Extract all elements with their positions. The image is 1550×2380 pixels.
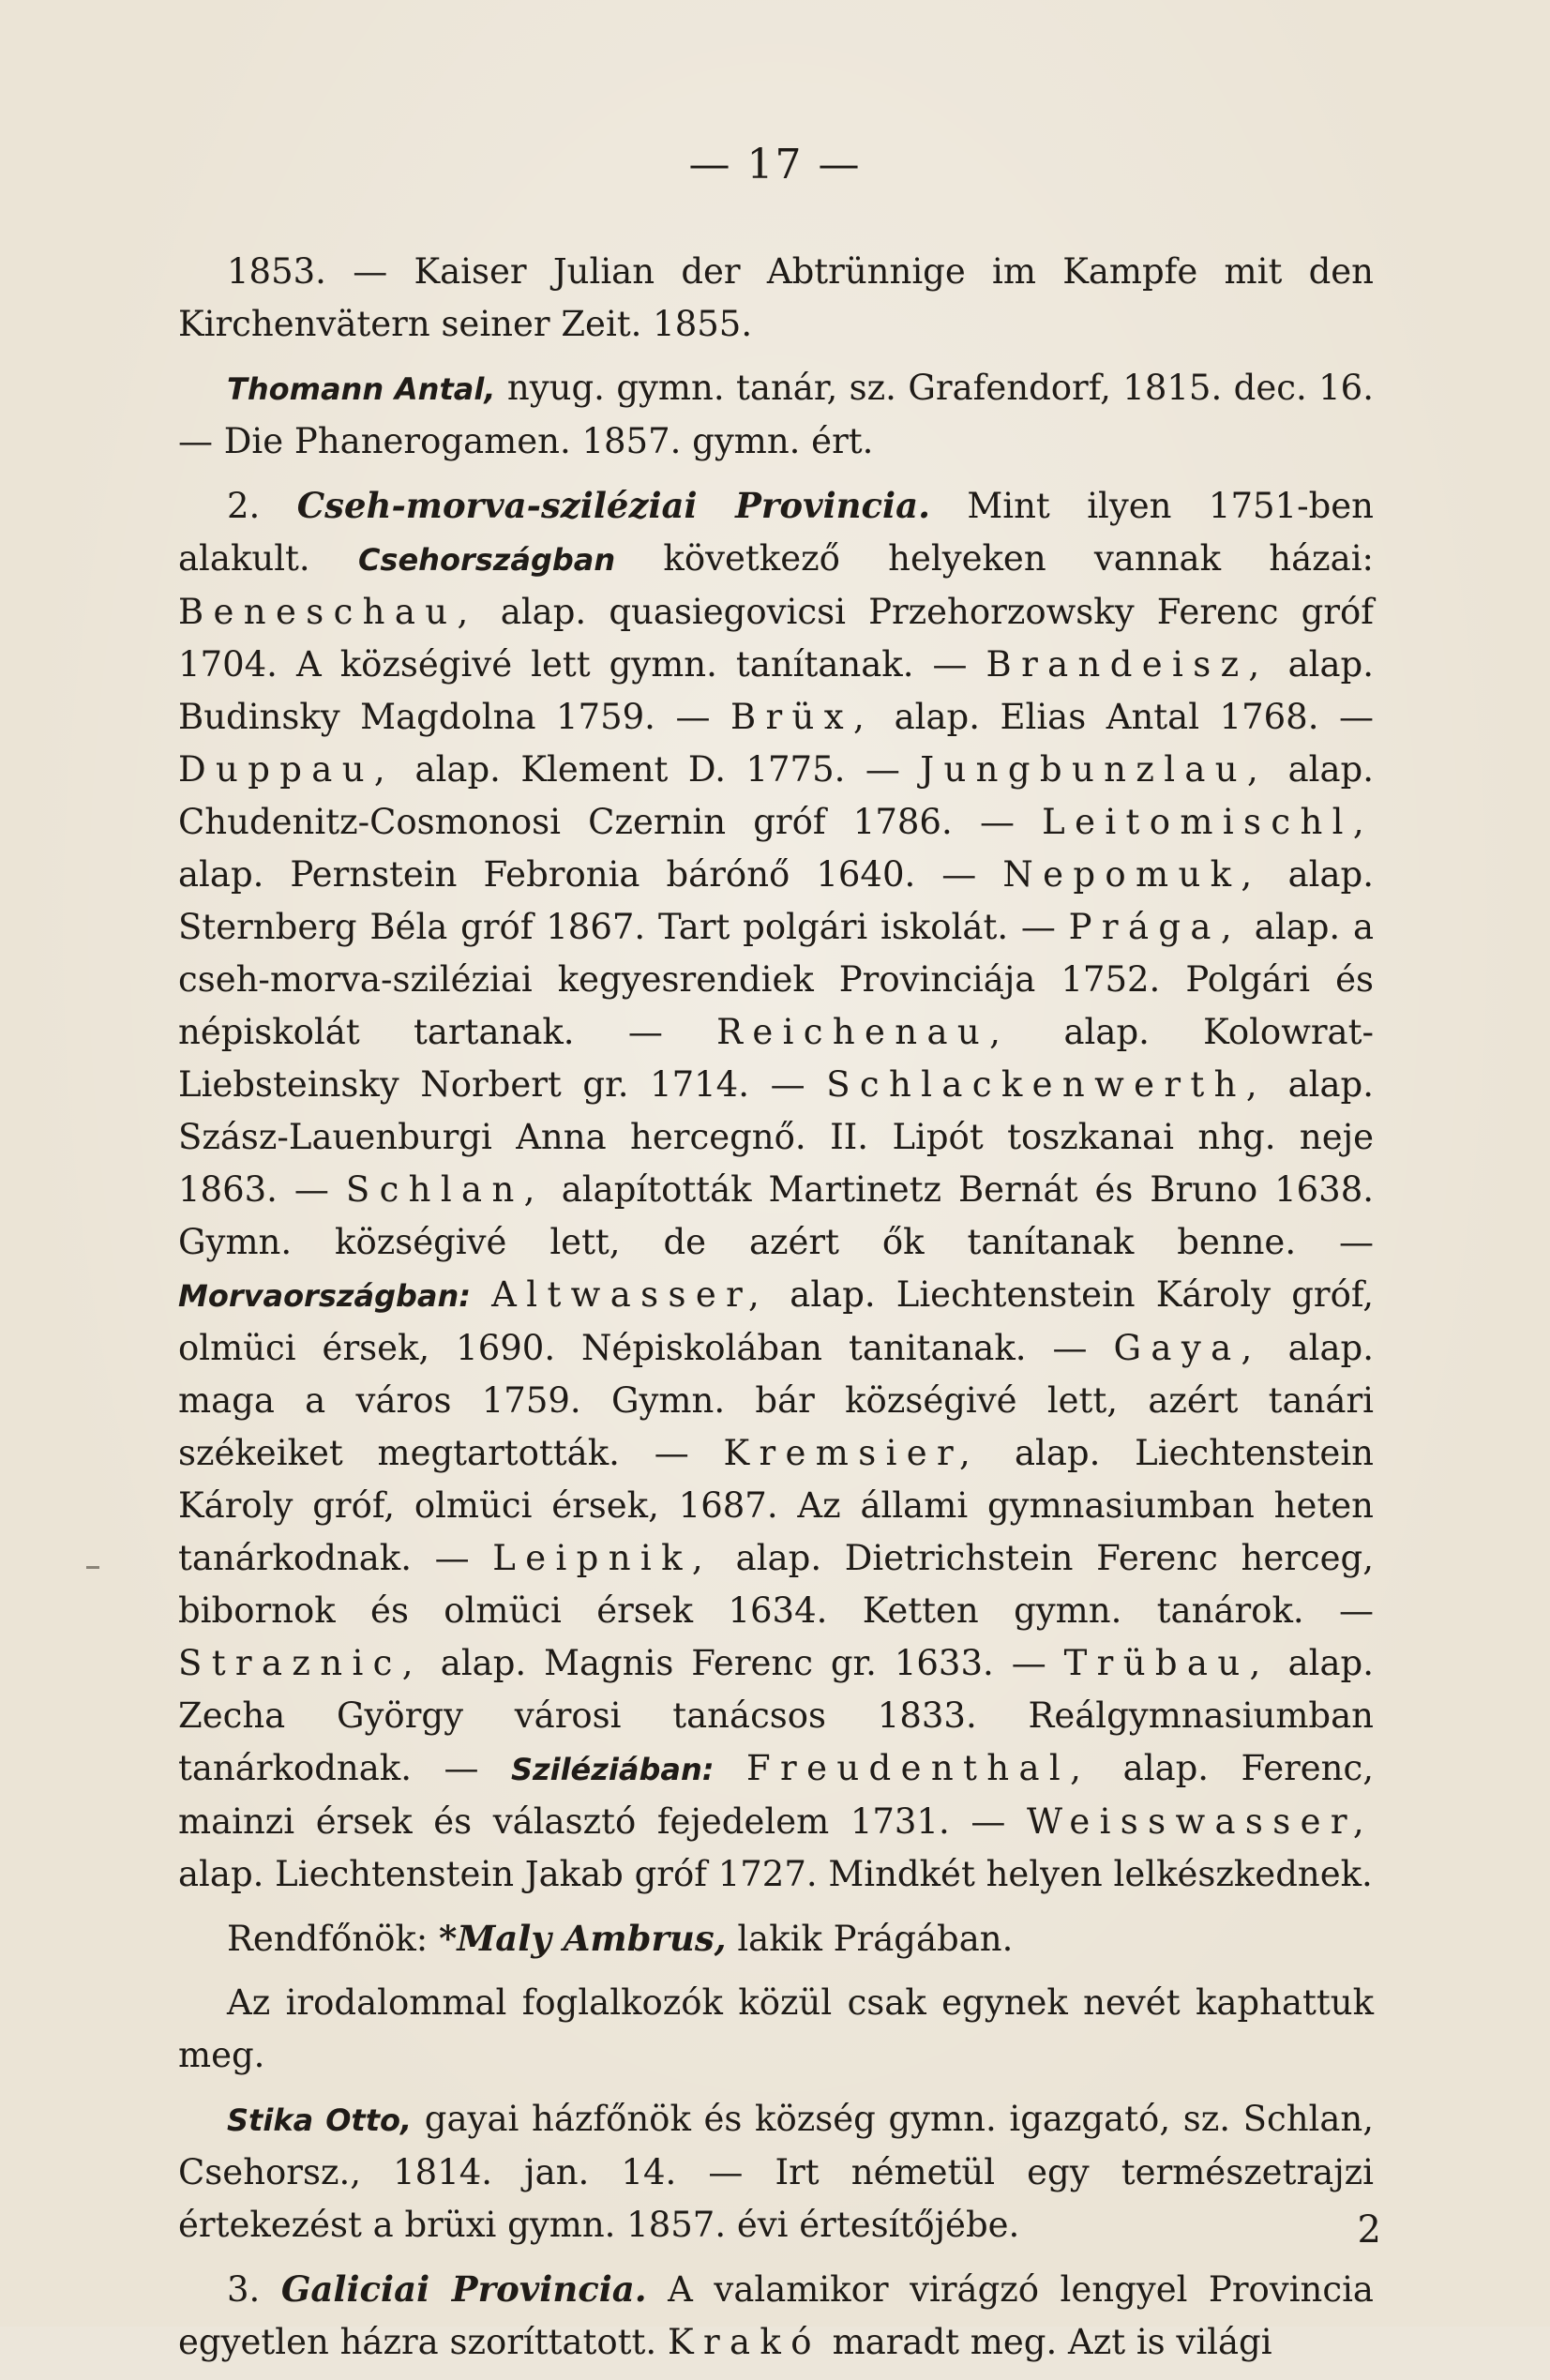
- paragraph-text: nyug. gymn. tanár, sz. Grafendorf, 1815. dec. 16. — Die Phanerogamen. 1857. gymn. ért.: [178, 368, 1374, 461]
- text-run: alap. Ferenc, mainzi érsek és választó fejedelem 1731. —: [178, 1748, 1374, 1842]
- section-title: Galiciai Provincia.: [280, 2268, 647, 2310]
- paragraph-2: [178, 362, 1374, 468]
- city-name: Jungbunzlau,: [920, 749, 1269, 790]
- city-name: Beneschau,: [178, 592, 478, 632]
- section-title: Cseh-morva-sziléziai Provincia.: [296, 485, 930, 526]
- city-name: Krakó: [667, 2322, 821, 2362]
- text-run: alap. Pernstein Febronia bárónő 1640. —: [178, 854, 1003, 895]
- text-run: alap. Liechtenstein Károly gróf, olmüci érsek, 1687. Az állami gymnasiumban heten tanárkodnak. —: [178, 1433, 1374, 1578]
- paragraph-3: [178, 479, 1374, 1901]
- city-name: Duppau,: [178, 749, 396, 790]
- text-run: A valamikor virágzó lengyel Provincia egyetlen házra szoríttatott.: [178, 2269, 1374, 2362]
- city-name: Schlan,: [345, 1169, 545, 1210]
- section-number: 2.: [227, 486, 297, 526]
- text-run: alap. Kolowrat-Liebsteinsky Norbert gr. 1714. —: [178, 1012, 1374, 1105]
- text-run: Mint ilyen 1751-ben alakult.: [178, 486, 1374, 579]
- city-name: Brandeisz,: [986, 644, 1270, 685]
- text-run: alap. a cseh-morva-sziléziai kegyesrendiek Provinciája 1752. Polgári és népiskolát tartanak. —: [178, 907, 1375, 1052]
- text-run: alap. maga a város 1759. Gymn. bár községivé lett, azért tanári székeiket megtartották. —: [178, 1328, 1374, 1473]
- city-name: Brüx,: [730, 697, 875, 737]
- text-run: alap. Elias Antal 1768. —: [874, 697, 1374, 737]
- text-run: alap. Dietrichstein Ferenc herceg, bibornok és olmüci érsek 1634. Ketten gymn. tanárok. —: [178, 1538, 1374, 1631]
- person-name: Stika Otto,: [227, 2102, 413, 2138]
- text-run: alap. Klement D. 1775. —: [395, 749, 921, 790]
- city-name: Straznic,: [178, 1643, 423, 1683]
- text-run: következő helyeken vannak házai:: [615, 538, 1375, 579]
- paragraph-7: [178, 2263, 1374, 2369]
- paragraph-4: [178, 1912, 1374, 1966]
- text-run: alap. Chudenitz-Cosmonosi Czernin gróf 1786. —: [178, 749, 1374, 842]
- text-run: alap. Budinsky Magdolna 1759. —: [178, 644, 1374, 737]
- text-run: Rendfőnök:: [227, 1919, 439, 1959]
- city-name: Weisswasser,: [1026, 1801, 1374, 1842]
- margin-mark: [86, 1566, 99, 1569]
- text-run: alap. Sternberg Béla gróf 1867. Tart polgári iskolát. —: [178, 854, 1374, 947]
- text-run: alapították Martinetz Bernát és Bruno 1638. Gymn. községivé lett, de azért ők tanítanak benne. —: [178, 1169, 1374, 1262]
- city-name: Leipnik,: [492, 1538, 714, 1578]
- person-name: Thomann Antal,: [227, 371, 496, 407]
- text-run: maradt meg. Azt is világi: [820, 2322, 1272, 2362]
- text-run: alap. Magnis Ferenc gr. 1633. —: [422, 1643, 1064, 1683]
- city-name: Trübau,: [1063, 1643, 1271, 1683]
- text-run: [715, 1748, 747, 1788]
- text-run: alap. Liechtenstein Jakab gróf 1727. Mindkét helyen lelkészkednek.: [178, 1854, 1373, 1894]
- person-name: *Maly Ambrus,: [439, 1918, 727, 1959]
- signature-mark: 2: [1357, 2208, 1381, 2252]
- paragraph-6: [178, 2093, 1374, 2252]
- city-name: Freudenthal,: [746, 1748, 1091, 1788]
- city-name: Altwasser,: [491, 1274, 770, 1315]
- city-name: Prága,: [1068, 907, 1242, 947]
- city-name: Gaya,: [1113, 1328, 1262, 1368]
- paragraph-5: Az irodalommal foglalkozók közül csak egynek nevét kaphattuk meg.: [178, 1982, 1374, 2075]
- region-name: Sziléziában:: [510, 1752, 715, 1787]
- paragraph-1: 1853. — Kaiser Julian der Abtrünnige im Kampfe mit den Kirchenvätern seiner Zeit. 1855.: [178, 251, 1374, 344]
- region-name: Csehországban: [357, 542, 616, 578]
- text-run: alap. Zecha György városi tanácsos 1833. Reálgymnasiumban tanárkodnak. —: [178, 1643, 1374, 1788]
- city-name: Nepomuk,: [1002, 854, 1262, 895]
- text-run: lakik Prágában.: [726, 1919, 1014, 1959]
- city-name: Schlackenwerth,: [826, 1064, 1267, 1105]
- section-number: 3.: [227, 2269, 281, 2310]
- city-name: Leitomischl,: [1042, 802, 1374, 842]
- page-number: — 17 —: [688, 141, 862, 188]
- text-run: alap. quasiegovicsi Przehorzowsky Ferenc gróf 1704. A községivé lett gymn. tanítanak. —: [178, 592, 1374, 685]
- text-run: [471, 1274, 491, 1315]
- city-name: Reichenau,: [716, 1012, 1011, 1052]
- body-text: [178, 246, 1374, 2380]
- text-run: alap. Szász-Lauenburgi Anna hercegnő. II. Lipót toszkanai nhg. neje 1863. —: [178, 1064, 1374, 1210]
- paragraph-text: gayai házfőnök és község gymn. igazgató, sz. Schlan, Csehorsz., 1814. jan. 14. — Irt németül egy természetrajzi értekezést a brüxi gymn. 1857. évi értesítőjébe.: [178, 2099, 1375, 2245]
- text-run: alap. Liechtenstein Károly gróf, olmüci érsek, 1690. Népiskolában tanitanak. —: [178, 1274, 1374, 1368]
- city-name: Kremsier,: [723, 1433, 981, 1473]
- region-name: Morvaországban:: [178, 1278, 472, 1314]
